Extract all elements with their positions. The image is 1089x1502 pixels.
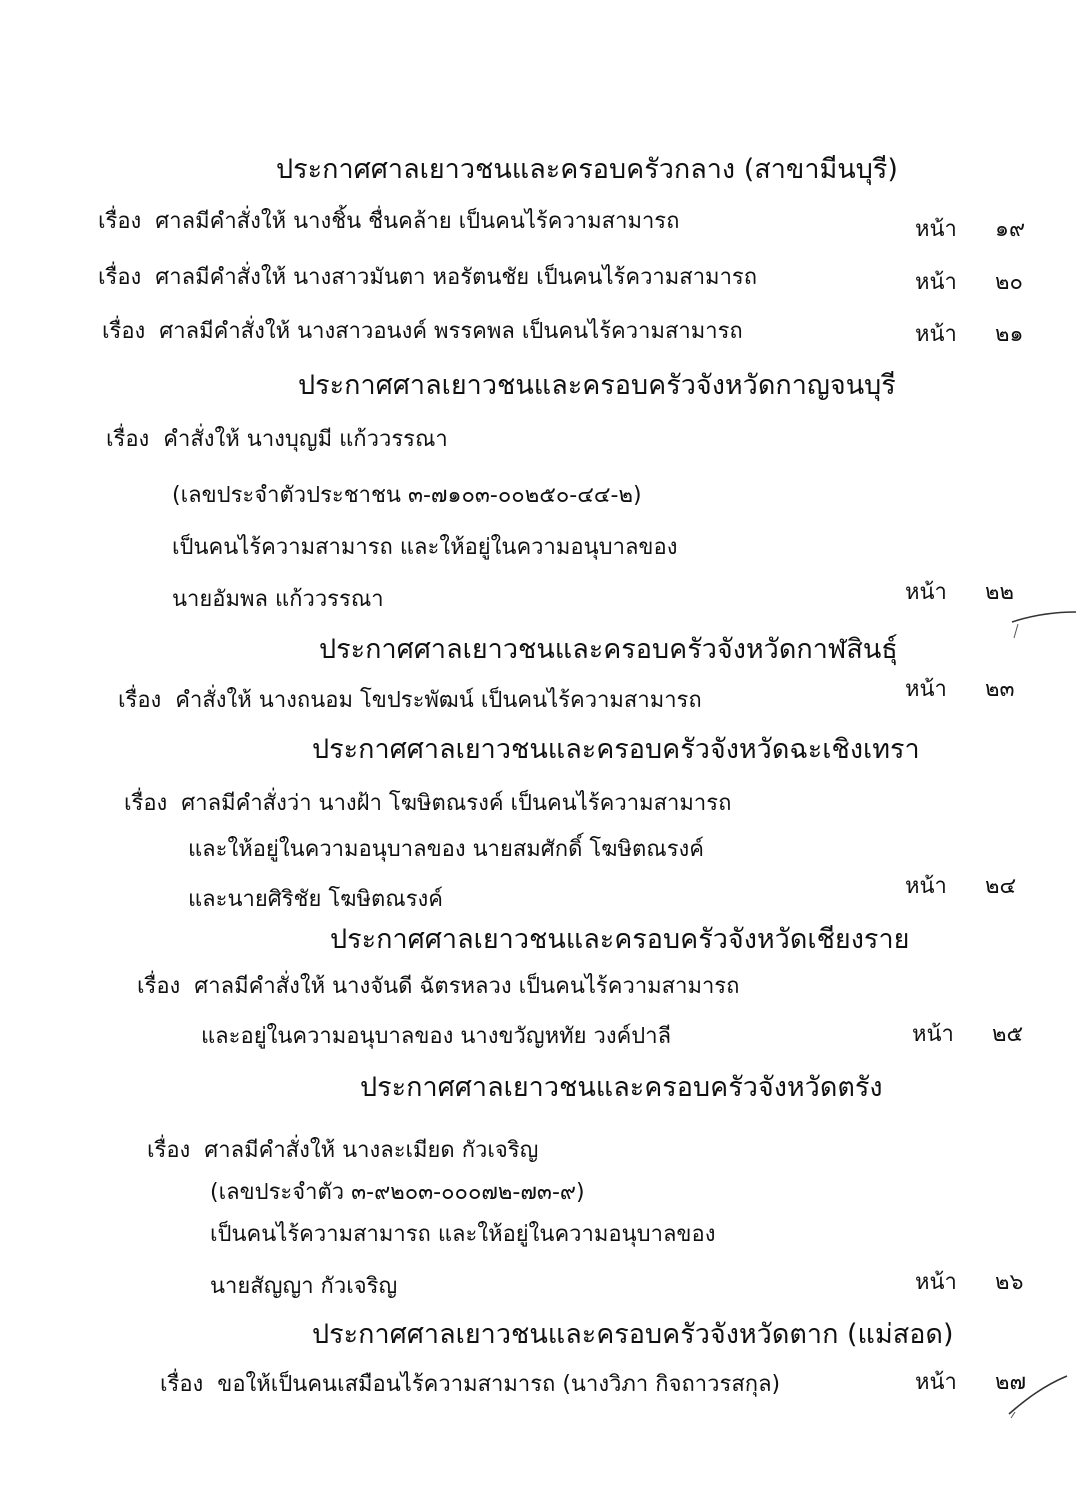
page-reference bbox=[915, 268, 1023, 298]
page-label: หน้า bbox=[912, 1022, 954, 1047]
entry-line: นายสัญญา กัวเจริญ bbox=[210, 1274, 398, 1299]
section-heading: ประกาศศาลเยาวชนและครอบครัวจังหวัดกาญจนบุรี bbox=[298, 370, 896, 401]
page-number: ๒๑ bbox=[995, 322, 1024, 347]
subject-label: เรื่อง bbox=[106, 427, 150, 452]
page-label: หน้า bbox=[905, 677, 947, 702]
subject-label: เรื่อง bbox=[98, 209, 142, 234]
entry-line: เรื่อง ศาลมีคำสั่งให้ นางละเมียด กัวเจริญ bbox=[147, 1136, 538, 1166]
page-label: หน้า bbox=[915, 217, 957, 242]
entry-line: และนายศิริชัย โฆษิตณรงค์ bbox=[188, 887, 443, 912]
page-reference bbox=[915, 1268, 1024, 1298]
page-number: ๒๓ bbox=[985, 677, 1015, 702]
entry-line: เรื่อง ศาลมีคำสั่งให้ นางสาวอนงค์ พรรคพล เป็นคนไร้ความสามารถ bbox=[102, 317, 743, 347]
entry-line: เรื่อง คำสั่งให้ นางบุญมี แก้ววรรณา bbox=[106, 425, 448, 455]
page-label: หน้า bbox=[915, 322, 957, 347]
page-label: หน้า bbox=[915, 1370, 957, 1395]
subject-label: เรื่อง bbox=[137, 974, 181, 999]
subject-label: เรื่อง bbox=[118, 688, 162, 713]
page-number: ๒๒ bbox=[985, 580, 1015, 605]
entry-line: เรื่อง ศาลมีคำสั่งว่า นางฝ้า โฆษิตณรงค์ เป็นคนไร้ความสามารถ bbox=[124, 789, 731, 819]
subject-label: เรื่อง bbox=[102, 319, 146, 344]
section-heading: ประกาศศาลเยาวชนและครอบครัวจังหวัดตรัง bbox=[360, 1072, 883, 1103]
pen-mark-top bbox=[1010, 600, 1080, 640]
pen-mark-bottom bbox=[1005, 1370, 1075, 1420]
page-number: ๒๗ bbox=[995, 1370, 1027, 1395]
entry-line: (เลขประจำตัว ๓-๙๒๐๓-๐๐๐๗๒-๗๓-๙) bbox=[210, 1180, 585, 1205]
entry-line: เป็นคนไร้ความสามารถ และให้อยู่ในความอนุบาลของ bbox=[172, 535, 678, 560]
page-reference bbox=[905, 872, 1017, 902]
page-number: ๒๖ bbox=[995, 1270, 1024, 1295]
entry-line: เรื่อง ขอให้เป็นคนเสมือนไร้ความสามารถ (นางวิภา กิจถาวรสกุล) bbox=[160, 1370, 780, 1400]
page-number: ๒๐ bbox=[995, 270, 1023, 295]
page-reference bbox=[905, 578, 1015, 608]
section-heading: ประกาศศาลเยาวชนและครอบครัวจังหวัดฉะเชิงเทรา bbox=[312, 734, 920, 765]
subject-label: เรื่อง bbox=[124, 791, 168, 816]
page-reference bbox=[915, 215, 1026, 245]
entry-line: เรื่อง คำสั่งให้ นางถนอม โขประพัฒน์ เป็นคนไร้ความสามารถ bbox=[118, 686, 702, 716]
entry-line: และให้อยู่ในความอนุบาลของ นายสมศักดิ์ โฆษิตณรงค์ bbox=[188, 837, 704, 862]
page-label: หน้า bbox=[905, 874, 947, 899]
subject-label: เรื่อง bbox=[147, 1138, 191, 1163]
page-label: หน้า bbox=[915, 270, 957, 295]
page-reference bbox=[912, 1020, 1024, 1050]
subject-label: เรื่อง bbox=[98, 265, 142, 290]
section-heading: ประกาศศาลเยาวชนและครอบครัวจังหวัดกาฬสินธุ์ bbox=[319, 634, 898, 665]
entry-line: เรื่อง ศาลมีคำสั่งให้ นางชิ้น ชื่นคล้าย เป็นคนไร้ความสามารถ bbox=[98, 207, 679, 237]
section-heading: ประกาศศาลเยาวชนและครอบครัวจังหวัดตาก (แม่สอด) bbox=[312, 1319, 954, 1350]
subject-label: เรื่อง bbox=[160, 1372, 204, 1397]
page-reference bbox=[905, 675, 1015, 705]
section-heading: ประกาศศาลเยาวชนและครอบครัวจังหวัดเชียงราย bbox=[330, 924, 910, 955]
page-number: ๑๙ bbox=[995, 217, 1026, 242]
entry-line: นายอัมพล แก้ววรรณา bbox=[172, 587, 384, 612]
page-reference bbox=[915, 1368, 1027, 1398]
page-label: หน้า bbox=[905, 580, 947, 605]
page-reference bbox=[915, 320, 1024, 350]
entry-line: เรื่อง ศาลมีคำสั่งให้ นางสาวมันตา หอรัตนชัย เป็นคนไร้ความสามารถ bbox=[98, 263, 757, 293]
page-number: ๒๔ bbox=[985, 874, 1017, 899]
entry-line: เรื่อง ศาลมีคำสั่งให้ นางจันดี ฉัตรหลวง เป็นคนไร้ความสามารถ bbox=[137, 972, 739, 1002]
page-label: หน้า bbox=[915, 1270, 957, 1295]
entry-line: เป็นคนไร้ความสามารถ และให้อยู่ในความอนุบาลของ bbox=[210, 1222, 716, 1247]
section-heading: ประกาศศาลเยาวชนและครอบครัวกลาง (สาขามีนบุรี) bbox=[276, 154, 898, 185]
entry-line: และอยู่ในความอนุบาลของ นางขวัญหทัย วงค์ปาลี bbox=[201, 1024, 672, 1049]
page-number: ๒๕ bbox=[992, 1022, 1024, 1047]
entry-line: (เลขประจำตัวประชาชน ๓-๗๑๐๓-๐๐๒๕๐-๔๔-๒) bbox=[172, 483, 642, 508]
